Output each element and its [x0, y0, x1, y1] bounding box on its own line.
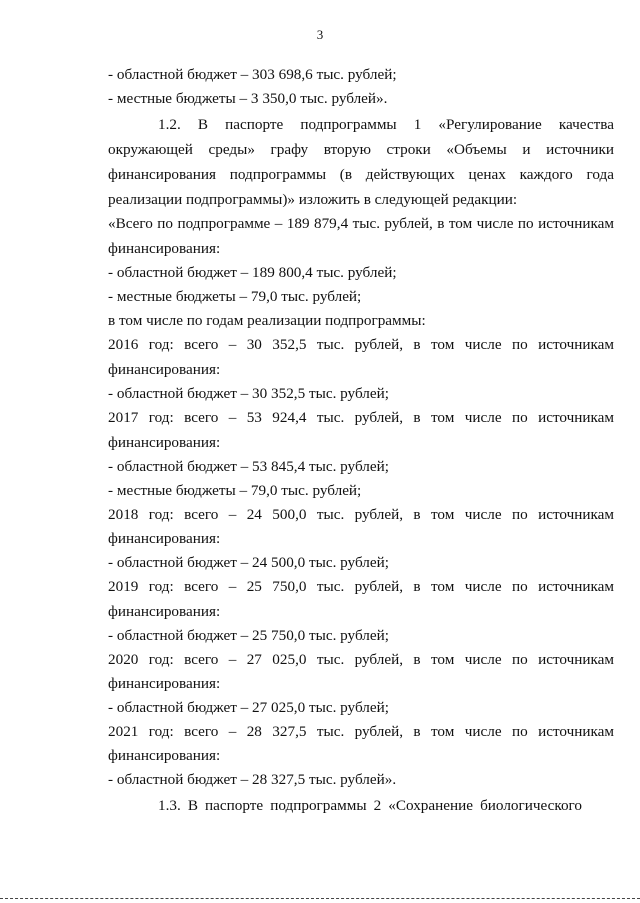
text-line: реализации подпрограммы)» изложить в следующей редакции: [108, 191, 518, 208]
text-line: финансирования: [108, 361, 221, 378]
year-2021-line: 2021 год: всего – 28 327,5 тыс. рублей, в том числе по источникам [108, 723, 614, 740]
text-line: финансирования: [108, 675, 221, 692]
text-line: - областной бюджет – 28 327,5 тыс. рублей». [108, 771, 397, 788]
text-line: «Всего по подпрограмме – 189 879,4 тыс. рублей, в том числе по источникам [108, 215, 614, 232]
year-2018-line: 2018 год: всего – 24 500,0 тыс. рублей, в том числе по источникам [108, 506, 614, 523]
paragraph-1-2-start: 1.2. В паспорте подпрограммы 1 «Регулирование качества [158, 116, 614, 133]
text-line: - областной бюджет – 303 698,6 тыс. рублей; [108, 66, 397, 83]
year-2017-line: 2017 год: всего – 53 924,4 тыс. рублей, в том числе по источникам [108, 409, 614, 426]
text-line: - областной бюджет – 24 500,0 тыс. рублей; [108, 554, 389, 571]
scan-edge-divider [0, 898, 640, 899]
text-line: в том числе по годам реализации подпрограммы: [108, 312, 426, 329]
text-line: финансирования: [108, 240, 221, 257]
text-line: финансирования: [108, 434, 221, 451]
text-line: - местные бюджеты – 79,0 тыс. рублей; [108, 482, 362, 499]
text-line: - местные бюджеты – 3 350,0 тыс. рублей». [108, 90, 388, 107]
page-number: 3 [316, 27, 324, 42]
year-2020-line: 2020 год: всего – 27 025,0 тыс. рублей, в том числе по источникам [108, 651, 614, 668]
text-line: финансирования подпрограммы (в действующих ценах каждого года [108, 166, 614, 183]
text-line: финансирования: [108, 603, 221, 620]
text-line: финансирования: [108, 530, 221, 547]
text-line: финансирования: [108, 747, 221, 764]
text-line: - местные бюджеты – 79,0 тыс. рублей; [108, 288, 362, 305]
text-line: - областной бюджет – 189 800,4 тыс. рублей; [108, 264, 397, 281]
paragraph-1-3-start: 1.3. В паспорте подпрограммы 2 «Сохранение биологического [158, 797, 582, 814]
text-line: - областной бюджет – 30 352,5 тыс. рублей; [108, 385, 389, 402]
year-2019-line: 2019 год: всего – 25 750,0 тыс. рублей, в том числе по источникам [108, 578, 614, 595]
year-2016-line: 2016 год: всего – 30 352,5 тыс. рублей, в том числе по источникам [108, 336, 614, 353]
text-line: - областной бюджет – 53 845,4 тыс. рублей; [108, 458, 389, 475]
text-line: - областной бюджет – 25 750,0 тыс. рублей; [108, 627, 389, 644]
text-line: - областной бюджет – 27 025,0 тыс. рублей; [108, 699, 389, 716]
text-line: окружающей среды» графу вторую строки «Объемы и источники [108, 141, 614, 158]
